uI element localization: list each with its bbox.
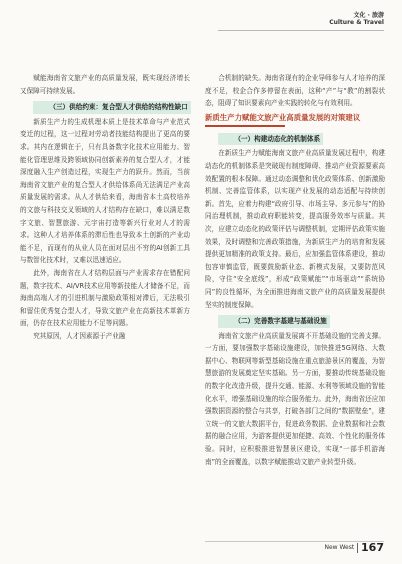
section-title: 新质生产力赋能文旅产业高质量发展的对策建议 — [205, 112, 361, 122]
footer-separator — [357, 543, 358, 553]
subheading-text: （一）构建动态化的机制体系 — [218, 133, 323, 146]
left-paragraph-3: 此外，海南省在人才结构层面与产业需求存在错配问题，数字技术、AI/VR技术应用等新技能人才储备不足，而海南高端人才的引进机制与激励政策相对滞后，无法吸引和留住优秀复合型人才，导致文旅产业在高新技术革新方面，仍存在技术应用能力不足等问题。 — [20, 268, 190, 328]
left-column — [20, 72, 190, 342]
subheading-text: （三）供给约束：复合型人才供给的结构性缺口 — [33, 101, 191, 114]
right-paragraph-2: 在新质生产力赋能海南文旅产业高质量发展过程中，构建动态化的机制体系是突破现有制度障碍、推动产业资源要素高效配置的根本保障。通过动态调整和优化政策体系、创新激励机制、完善监管体系，以实现产业发展的动态适配与持续创新。首先，应着力构建“政府引导、市场主导、多元参与”的协同治理机制，推动政府职能转变，提高服务效率与质量。其次，应建立动态化的政策评估与调整机制，定期评估政策实施效果，及时调整和完善政策措施，为新质生产力的培育和发展提供更加精准的政策支持。最后，应加强监管体系建设，推动包容审慎监管，既要鼓励新业态、新模式发展，又要防范风险，守住“安全底线”，形成“政策赋能”“市场驱动”“系统协同”的良性循环，为全面推进海南文旅产业的高质量发展提供坚实的制度保障。 — [205, 149, 385, 309]
header-rule — [218, 30, 384, 31]
right-paragraph-1: 合机制的缺失。海南省现有的企业导师参与人才培养的深度不足，校企合作多停留在表面，这种“产”与“教”的割裂状态，阻碍了知识要素向产业实践的转化与有效利用。 — [205, 74, 385, 108]
right-column — [205, 72, 385, 468]
subheading-supply-constraint — [20, 101, 190, 114]
subheading-infrastructure — [205, 315, 385, 328]
header-en: Culture & Travel — [329, 19, 384, 26]
journal-name: New West — [324, 544, 355, 551]
header-cn: 文化 · 旅游 — [353, 12, 384, 19]
subheading-text: （二）完善数字基建与基础设施 — [218, 315, 330, 328]
section-header — [329, 12, 384, 26]
left-paragraph-2: 新质生产力的生成机理本质上是技术革命与产业范式变迁的过程，这一过程对劳动者技能结构提出了更高的要求。其内在逻辑在于，只有具备数字化技术应用能力、智能化管理思维及跨领域协同创新素养的复合型人才，才能深度融入生产创造过程，实现生产力的跃升。然而，当前海南省文旅产业的复合型人才供给体系尚无法满足产业高质量发展的需求。从人才供给来看，海南省本土高校培养的文旅与科技交叉领域的人才结构存在缺口，难以满足数字文旅、智慧旅游、元宇宙打造等新兴行业对人才的需求。这种人才培养体系的滞后性也导致本土创新的产业动能不足，而现有的从业人员在面对层出不穷的AI创新工具与数智化技术时，又难以迅速适应。 — [20, 117, 190, 265]
page-number: 167 — [361, 541, 384, 554]
section-title-underline — [205, 125, 285, 127]
subheading-mechanism — [205, 133, 385, 146]
left-paragraph-4: 究其原因，人才因素源于产业融 — [33, 331, 126, 340]
left-paragraph-1: 赋能海南省文旅产业的高质量发展，既实现经济增长又保障可持续发展。 — [20, 74, 190, 95]
page-footer — [324, 541, 384, 554]
right-paragraph-3: 海南省文旅产业高质量发展离不开基础设施的完善支撑。一方面，要加强数字基础设施建设，加快推进5G网络、大数据中心、物联网等新型基础设施在重点旅游景区的覆盖，为智慧旅游的发展奠定坚实基础。另一方面，要推动传统基础设施的数字化改造升级，提升交通、能源、水利等领域设施的智能化水平，增强基础设施的综合服务能力。此外，海南省还应加强数据资源的整合与共享，打破各部门之间的“数据壁垒”，建立统一的文旅大数据平台，促进政务数据、企业数据和社会数据的融合应用，为游客提供更加便捷、高效、个性化的服务体验。同时，应积极推进智慧景区建设，实现“一部手机游海南”的全面覆盖，以数字赋能推动文旅产业转型升级。 — [205, 331, 385, 466]
